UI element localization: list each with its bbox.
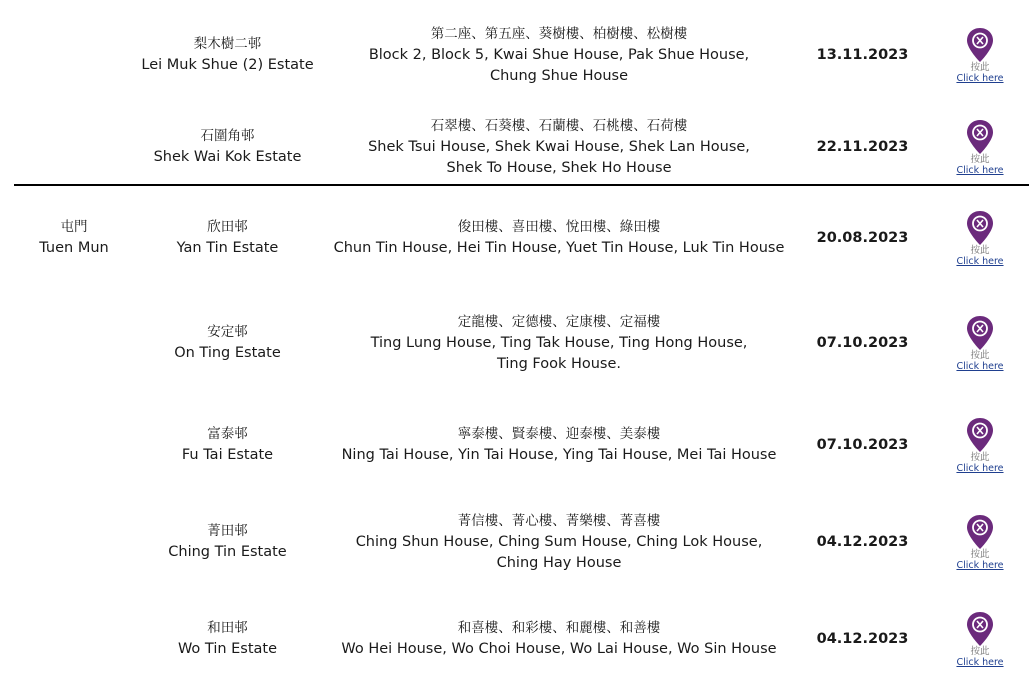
link-cell: [940, 507, 1020, 577]
estate-cell: [130, 410, 325, 480]
table-row: [0, 507, 1029, 577]
blocks-en-line1: Ning Tai House, Yin Tai House, Ying Tai House, Mei Tai House: [341, 447, 777, 463]
location-pin-icon: [965, 417, 995, 453]
link-label-zh: 按此: [970, 451, 990, 463]
table-row: [0, 203, 1029, 273]
location-pin-icon: [965, 514, 995, 550]
location-pin-icon: [965, 27, 995, 63]
estate-name-en: Lei Muk Shue (2) Estate: [141, 57, 314, 73]
estate-name-zh: 菁田邨: [207, 523, 248, 539]
blocks-cell: [330, 507, 788, 577]
blocks-zh: 菁信樓、菁心樓、菁樂樓、菁喜樓: [457, 512, 661, 529]
blocks-cell: [330, 203, 788, 273]
district-name-zh: 屯門: [60, 219, 88, 235]
estate-name-en: On Ting Estate: [174, 345, 281, 361]
click-here-link[interactable]: [956, 210, 1003, 267]
date-cell: 04.12.2023: [816, 630, 909, 647]
estate-cell: [130, 203, 325, 273]
table-row: [0, 604, 1029, 674]
blocks-en-line2: Ching Hay House: [496, 554, 622, 571]
blocks-en-line1: Ting Lung House, Ting Tak House, Ting Hong House,: [370, 334, 748, 351]
blocks-cell: [330, 308, 788, 378]
blocks-en-line1: Chun Tin House, Hei Tin House, Yuet Tin House, Luk Tin House: [333, 240, 785, 256]
blocks-en-line1: Wo Hei House, Wo Choi House, Wo Lai House, Wo Sin House: [341, 641, 777, 657]
link-label-en: Click here: [956, 559, 1004, 571]
blocks-en-line2: Shek To House, Shek Ho House: [446, 159, 672, 176]
date-cell: 07.10.2023: [816, 436, 909, 453]
date-cell: 07.10.2023: [816, 334, 909, 351]
blocks-cell: [330, 20, 788, 90]
estate-name-zh: 石圍角邨: [200, 128, 255, 144]
click-here-link[interactable]: [956, 315, 1003, 372]
date-cell: 20.08.2023: [816, 229, 909, 246]
click-here-link[interactable]: [956, 514, 1003, 571]
link-cell: [940, 203, 1020, 273]
blocks-zh: 俊田樓、喜田樓、悅田樓、綠田樓: [457, 219, 661, 235]
estate-name-zh: 和田邨: [207, 620, 248, 636]
table-row: [0, 112, 1029, 182]
link-label-zh: 按此: [970, 244, 990, 256]
date-cell: 22.11.2023: [816, 138, 909, 155]
link-cell: [940, 604, 1020, 674]
estate-cell: [130, 20, 325, 90]
table-row: [0, 410, 1029, 480]
estate-name-en: Wo Tin Estate: [177, 641, 278, 657]
section-divider: [14, 184, 1029, 186]
click-here-link[interactable]: [956, 417, 1003, 474]
estate-name-zh: 富泰邨: [207, 426, 248, 442]
link-label-zh: 按此: [970, 548, 990, 560]
link-cell: [940, 20, 1020, 90]
estate-name-en: Shek Wai Kok Estate: [153, 149, 302, 165]
estate-cell: [130, 308, 325, 378]
estate-cell: [130, 604, 325, 674]
estate-name-zh: 安定邨: [207, 324, 248, 340]
estate-name-zh: 梨木樹二邨: [193, 36, 262, 52]
estate-name-en: Yan Tin Estate: [176, 240, 279, 256]
click-here-link[interactable]: [956, 119, 1003, 176]
blocks-en-line1: Ching Shun House, Ching Sum House, Ching Lok House,: [355, 533, 763, 550]
link-cell: [940, 410, 1020, 480]
blocks-cell: [330, 410, 788, 480]
blocks-zh: 和喜樓、和彩樓、和麗樓、和善樓: [457, 620, 661, 636]
date-cell: 13.11.2023: [816, 46, 909, 63]
blocks-zh: 定龍樓、定德樓、定康樓、定福樓: [457, 313, 661, 330]
link-label-en: Click here: [956, 164, 1004, 176]
location-pin-icon: [965, 315, 995, 351]
district-name-en: Tuen Mun: [39, 240, 109, 256]
link-label-en: Click here: [956, 360, 1004, 372]
table-row: [0, 20, 1029, 90]
link-label-zh: 按此: [970, 61, 990, 73]
link-label-zh: 按此: [970, 153, 990, 165]
link-label-zh: 按此: [970, 645, 990, 657]
click-here-link[interactable]: [956, 27, 1003, 84]
link-label-zh: 按此: [970, 349, 990, 361]
blocks-zh: 第二座、第五座、葵樹樓、柏樹樓、松樹樓: [430, 25, 688, 42]
blocks-cell: [330, 112, 788, 182]
date-cell: 04.12.2023: [816, 533, 909, 550]
location-pin-icon: [965, 119, 995, 155]
estate-name-en: Fu Tai Estate: [181, 447, 274, 463]
link-cell: [940, 112, 1020, 182]
location-pin-icon: [965, 611, 995, 647]
click-here-link[interactable]: [956, 611, 1003, 668]
blocks-en-line1: Block 2, Block 5, Kwai Shue House, Pak Shue House,: [368, 46, 750, 63]
location-pin-icon: [965, 210, 995, 246]
blocks-zh: 寧泰樓、賢泰樓、迎泰樓、美泰樓: [457, 426, 661, 442]
link-cell: [940, 308, 1020, 378]
estate-name-zh: 欣田邨: [207, 219, 248, 235]
blocks-en-line2: Chung Shue House: [489, 67, 629, 84]
estate-cell: [130, 112, 325, 182]
link-label-en: Click here: [956, 72, 1004, 84]
blocks-zh: 石翠樓、石葵樓、石蘭樓、石桃樓、石荷樓: [430, 117, 688, 134]
estate-name-en: Ching Tin Estate: [168, 544, 287, 560]
link-label-en: Click here: [956, 255, 1004, 267]
link-label-en: Click here: [956, 462, 1004, 474]
blocks-en-line2: Ting Fook House.: [496, 355, 622, 372]
blocks-cell: [330, 604, 788, 674]
blocks-en-line1: Shek Tsui House, Shek Kwai House, Shek Lan House,: [368, 138, 750, 155]
table-row: [0, 308, 1029, 378]
estate-cell: [130, 507, 325, 577]
link-label-en: Click here: [956, 656, 1004, 668]
